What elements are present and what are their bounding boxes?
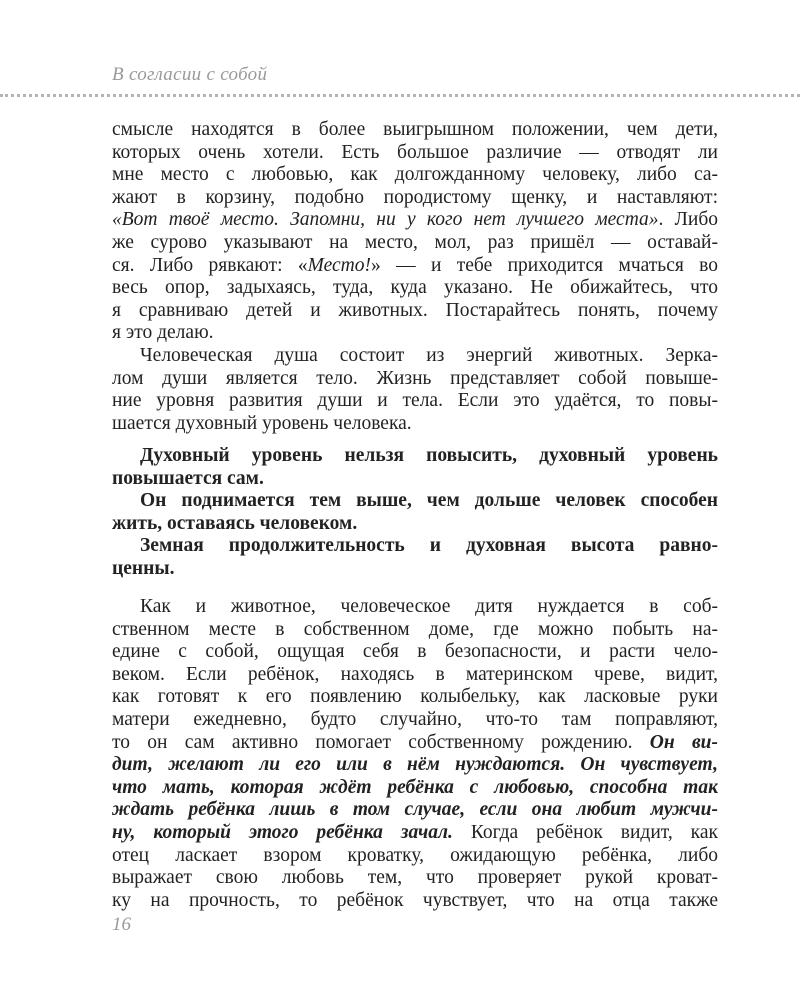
emphasis-text: ну, который этого ребёнка зачал.: [112, 821, 453, 843]
text-line: [112, 799, 718, 822]
text-line: едине с собой, ощущая себя в безопасности, и расти чело-: [112, 641, 718, 663]
text-line: весь опор, задыхаясь, туда, куда указано. Не обижайтесь, что: [112, 277, 718, 299]
text-line: отец ласкает взором кроватку, ожидающую ребёнка, либо: [112, 844, 718, 866]
text-line: Человеческая душа состоит из энергий животных. Зерка-: [140, 345, 718, 366]
paragraph-1: [112, 119, 718, 345]
text-line: [112, 209, 718, 232]
italic-quote: «Вот твоё место. Запомни, ни у кого нет лучшего места»: [112, 209, 659, 231]
paragraph-2: [112, 345, 718, 435]
text-line: я сравниваю детей и животных. Постарайтесь понять, почему: [112, 299, 718, 321]
text-line: ку на прочность, то ребёнок чувствует, что на отца также: [112, 889, 718, 911]
text-line: ние уровня развития души и тела. Если это удаётся, то повы-: [112, 390, 718, 412]
emphasis-text: дит, желают ли его или в нём нуждаются. Он чувствует,: [112, 754, 718, 776]
bold-statements: [112, 445, 718, 581]
text-line: которых очень хотели. Есть большое различие — отводят ли: [112, 141, 718, 163]
bold-line: Земная продолжительность и духовная высота равно-: [140, 535, 718, 557]
text-line: [112, 754, 718, 777]
text-line: смысле находятся в более выигрышном положении, чем дети,: [112, 119, 718, 140]
text-line: выражает свою любовь тем, что проверяет рукой кроват-: [112, 867, 718, 889]
bold-line: жить, оставаясь человеком.: [112, 512, 358, 534]
italic-quote: Место!: [307, 254, 371, 276]
text-line: [112, 777, 718, 800]
bold-line: Духовный уровень нельзя повысить, духовный уровень: [140, 445, 718, 466]
text-line: шается духовный уровень человека.: [112, 412, 412, 434]
text-line: матери ежедневно, будто случайно, что-то там поправляют,: [112, 708, 718, 730]
text-fragment: . Либо: [658, 209, 718, 231]
bold-line: повышается сам.: [112, 467, 264, 489]
paragraph-3: [112, 596, 718, 912]
text-line: [112, 732, 718, 755]
text-line: веком. Если ребёнок, находясь в материнском чреве, видит,: [112, 663, 718, 685]
bold-line: Он поднимается тем выше, чем дольше человек способен: [140, 490, 718, 512]
text-line: лом души является тело. Жизнь представляет собой повыше-: [112, 367, 718, 389]
header-dotted-rule: [0, 94, 800, 97]
emphasis-text: что мать, которая ждёт ребёнка с любовью, способна так: [112, 776, 718, 798]
text-fragment: » — и тебе приходится мчаться во: [371, 254, 718, 276]
text-line: ственном месте в собственном доме, где можно побыть на-: [112, 618, 718, 640]
text-line: мне место с любовью, как долгожданному человеку, либо са-: [112, 164, 718, 186]
text-line: я это делаю.: [112, 322, 214, 344]
bold-line: ценны.: [112, 557, 175, 579]
text-fragment: то он сам активно помогает собственному рождению.: [112, 731, 650, 753]
text-line: же сурово указывают на место, мол, раз пришёл — оставай-: [112, 231, 718, 253]
emphasis-text: ждать ребёнка лишь в том случае, если она любит мужчи-: [112, 799, 718, 821]
text-fragment: Когда ребёнок видит, как: [452, 821, 718, 843]
text-line: Как и животное, человеческое дитя нуждается в соб-: [140, 596, 718, 617]
text-line: [112, 822, 718, 845]
text-line: жают в корзину, подобно породистому щенку, и наставляют:: [112, 186, 718, 208]
text-fragment: ся. Либо рявкают: «: [112, 254, 308, 276]
page-number: 16: [112, 914, 131, 935]
emphasis-text: Он ви-: [649, 731, 718, 753]
running-head-title: В согласии с собой: [112, 64, 268, 85]
text-line: как готовят к его появлению колыбельку, как ласковые руки: [112, 686, 718, 708]
text-line: [112, 255, 718, 278]
